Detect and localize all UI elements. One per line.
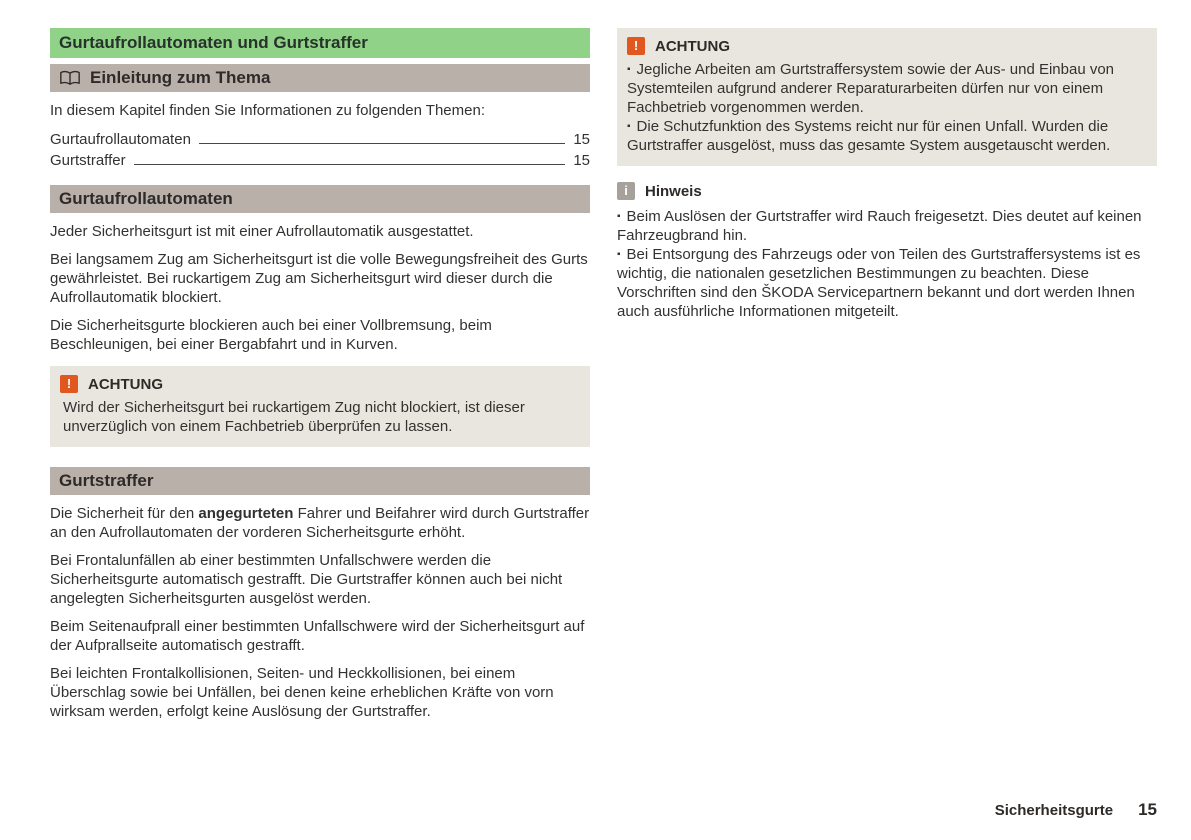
note-item-text: Beim Auslösen der Gurtstraffer wird Rauch freigesetzt. Dies deutet auf keinen Fahrzeugbrand hin.	[617, 208, 1142, 244]
toc-entry	[50, 129, 590, 150]
section-header-label: Gurtaufrollautomaten	[59, 189, 233, 208]
note-list-item	[617, 207, 1157, 245]
bullet-icon: ▪	[617, 249, 621, 260]
section-header-bar	[50, 467, 590, 495]
paragraph: Beim Seitenaufprall einer bestimmten Unfallschwere wird der Sicherheitsgurt auf der Aufprallseite automatisch gestrafft.	[50, 618, 585, 654]
intro-header-bar	[50, 64, 590, 92]
toc-entry	[50, 150, 590, 171]
warning-list-item	[627, 60, 1145, 117]
warning-list-item	[627, 117, 1145, 155]
note-title-row	[617, 182, 1157, 200]
warning-item-text: Jegliche Arbeiten am Gurtstraffersystem sowie der Aus- und Einbau von Systemteilen aufgrund anderer Reparaturarbeiten dürfen nur von einem Fachbetrieb vorgenommen werden.	[627, 61, 1115, 116]
warning-title-row	[627, 37, 1145, 55]
bullet-icon: ▪	[627, 121, 631, 132]
paragraph: Die Sicherheitsgurte blockieren auch bei einer Vollbremsung, beim Beschleunigen, bei einer Bergabfahrt und in Kurven.	[50, 317, 492, 353]
warning-icon: !	[60, 375, 78, 393]
warning-title-row	[60, 375, 578, 393]
bullet-icon: ▪	[627, 64, 631, 75]
paragraph-text: Die Sicherheit für den	[50, 505, 199, 522]
note-list-item	[617, 245, 1157, 321]
paragraph: Bei leichten Frontalkollisionen, Seiten- und Heckkollisionen, bei einem Überschlag sowie bei Unfällen, bei denen keine erheblichen Kräfte von vorn wirksam werden, erfolgt keine Auslösung der Gurtstraffer.	[50, 665, 554, 720]
open-book-icon	[59, 70, 81, 87]
note-section	[617, 182, 1157, 321]
paragraph: Jeder Sicherheitsgurt ist mit einer Aufrollautomatik ausgestattet.	[50, 223, 474, 240]
intro-text: In diesem Kapitel finden Sie Informationen zu folgenden Themen:	[50, 102, 485, 119]
intro-header-label: Einleitung zum Thema	[90, 68, 271, 87]
warning-title: ACHTUNG	[88, 375, 163, 393]
warning-title: ACHTUNG	[655, 37, 730, 55]
toc-entry-label: Gurtaufrollautomaten	[50, 131, 191, 148]
warning-box	[50, 366, 590, 447]
paragraph	[50, 504, 590, 542]
bullet-icon: ▪	[617, 211, 621, 222]
paragraph-text: Fahrer und Beifahrer wird durch Gurtstraffer an den Aufrollautomaten der vorderen Sicherheitsgurte erhöht.	[50, 505, 590, 541]
toc-entry-label: Gurtstraffer	[50, 152, 126, 169]
chapter-title: Gurtaufrollautomaten und Gurtstraffer	[59, 33, 368, 52]
left-column	[50, 28, 590, 730]
warning-icon: !	[627, 37, 645, 55]
right-column	[617, 28, 1157, 730]
table-of-contents	[50, 129, 590, 171]
note-title: Hinweis	[645, 182, 702, 200]
warning-text: Wird der Sicherheitsgurt bei ruckartigem Zug nicht blockiert, ist dieser unverzüglich von einem Fachbetrieb überprüfen zu lassen.	[63, 399, 525, 435]
note-item-text: Bei Entsorgung des Fahrzeugs oder von Teilen des Gurtstraffersystems ist es wichtig, die nationalen gesetzlichen Bestimmungen zu beachten. Diese Vorschriften sind den ŠKODA Servicepartnern bekannt und dort werden Ihnen auch ausführliche Informationen mitgeteilt.	[617, 246, 1141, 320]
footer-page-number: 15	[1138, 800, 1157, 819]
info-icon: i	[617, 182, 635, 200]
section-header-label: Gurtstraffer	[59, 471, 154, 490]
warning-box	[617, 28, 1157, 166]
chapter-title-bar	[50, 28, 590, 58]
page-footer	[995, 800, 1157, 820]
footer-section-label: Sicherheitsgurte	[994, 802, 1114, 819]
section-header-bar	[50, 185, 590, 213]
paragraph: Bei langsamem Zug am Sicherheitsgurt ist die volle Bewegungsfreiheit des Gurts gewährleistet. Bei ruckartigem Zug am Sicherheitsgurt wird dieser durch die Aufrollautomatik blockiert.	[50, 251, 588, 306]
toc-leader-line	[134, 164, 566, 165]
note-body	[617, 207, 1157, 321]
toc-page-number: 15	[573, 131, 590, 148]
paragraph: Bei Frontalunfällen ab einer bestimmten Unfallschwere werden die Sicherheitsgurte automatisch gestrafft. Die Gurtstraffer können auch bei nicht angelegten Sicherheitsgurten ausgelöst werden.	[50, 552, 563, 607]
toc-page-number: 15	[573, 152, 590, 169]
toc-leader-line	[199, 143, 565, 144]
warning-item-text: Die Schutzfunktion des Systems reicht nur für einen Unfall. Wurden die Gurtstraffer ausgelöst, muss das gesamte System ausgetauscht werden.	[627, 118, 1111, 154]
emphasized-word: angegurteten	[198, 505, 294, 522]
